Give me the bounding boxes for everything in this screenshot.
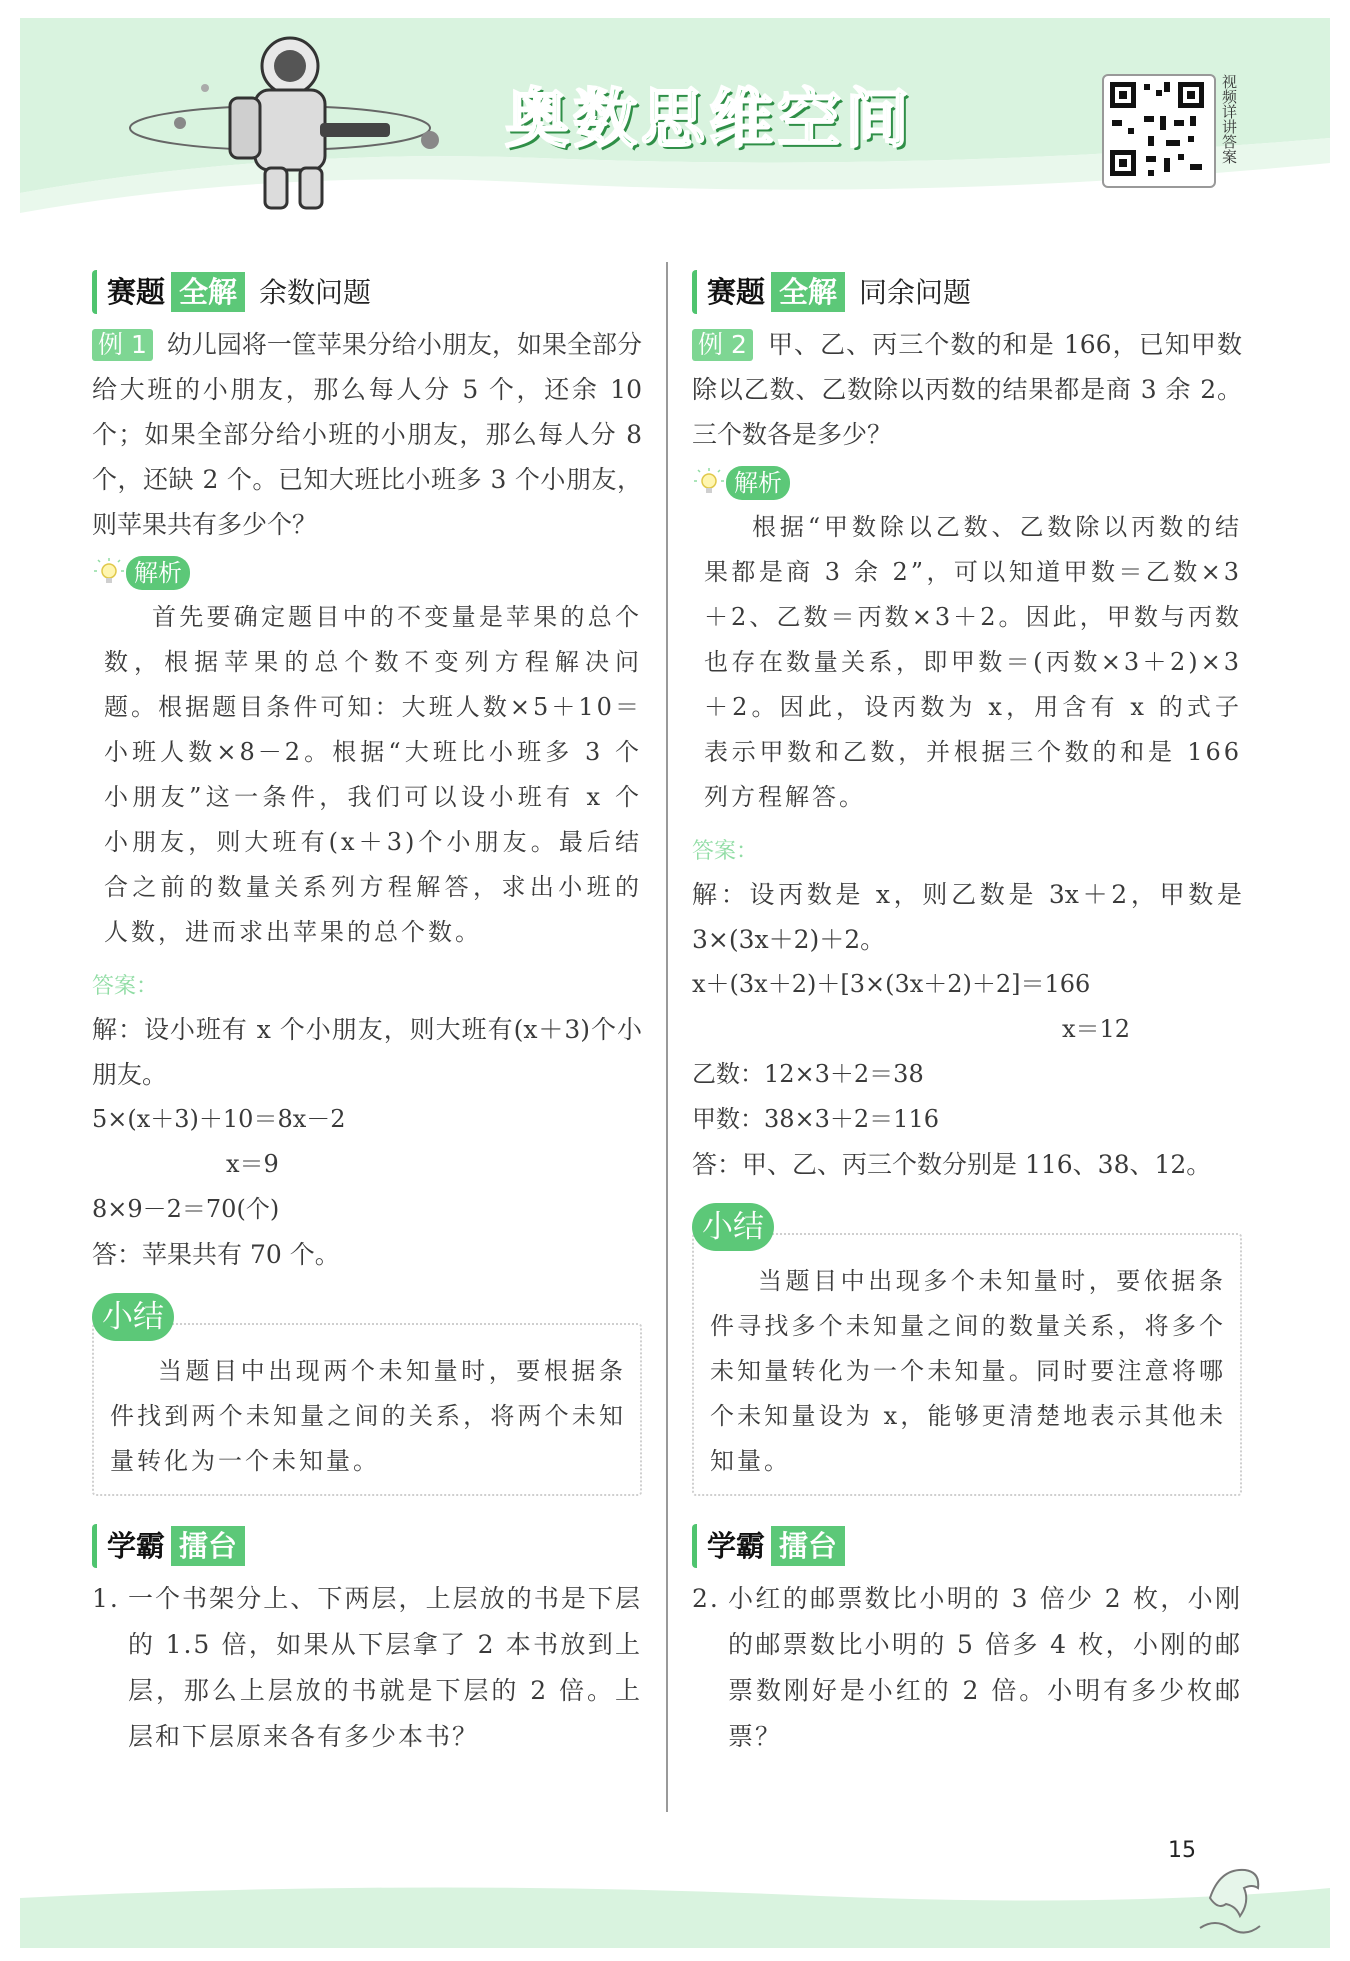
- problem-number: 1.: [92, 1584, 120, 1613]
- example-tag: 例 2: [692, 329, 753, 361]
- example-question: 例 2 甲、乙、丙三个数的和是 166，已知甲数除以乙数、乙数除以丙数的结果都是商 3 余 2。三个数各是多少？: [692, 330, 1242, 449]
- answer-line: 解：设小班有 x 个小朋友，则大班有(x＋3)个小朋友。: [92, 1015, 642, 1089]
- answer-line: 解：设丙数是 x，则乙数是 3x＋2，甲数是 3×(3x＋2)＋2。: [692, 880, 1242, 954]
- answer-line: 答：苹果共有 70 个。: [92, 1240, 340, 1269]
- analysis-header: [92, 551, 642, 595]
- answer-line: 乙数：12×3＋2＝38: [692, 1060, 924, 1088]
- answer-line: 甲数：38×3＋2＝116: [692, 1105, 939, 1133]
- practice-problem: [92, 1576, 642, 1760]
- practice-problem: [692, 1576, 1242, 1760]
- problem-number: 2.: [692, 1584, 720, 1613]
- answer-line: 8×9－2＝70(个): [92, 1195, 280, 1223]
- analysis-text: 首先要确定题目中的不变量是苹果的总个数，根据苹果的总个数不变列方程解决问题。根据题目条件可知：大班人数×5＋10＝小班人数×8－2。根据“大班比小班多 3 个小朋友”这一条件，我们可以设小班有 x 个小朋友，则大班有(x＋3)个小朋友。最后结合之前的数量关系列方程解答，求出小班的人数，进而求出苹果的总个数。: [104, 603, 642, 946]
- example-question: 例 1 幼儿园将一筐苹果分给小朋友，如果全部分给大班的小朋友，那么每人分 5 个，还余 10 个；如果全部分给小班的小朋友，那么每人分 8 个，还缺 2 个。已知大班比小班多 3 个小朋友，则苹果共有多少个？: [92, 330, 642, 539]
- summary-text: 当题目中出现两个未知量时，要根据条件找到两个未知量之间的关系，将两个未知量转化为一个未知量。: [92, 1323, 642, 1496]
- summary-block: [92, 1293, 642, 1496]
- footer-decoration: [20, 1858, 1330, 1948]
- section-header: [92, 268, 642, 316]
- answer-line: x＋(3x＋2)＋[3×(3x＋2)＋2]＝166: [692, 970, 1091, 998]
- answer-line: x＝9: [226, 1150, 279, 1178]
- analysis-text: 根据“甲数除以乙数、乙数除以丙数的结果都是商 3 余 2”，可以知道甲数＝乙数×3＋2、乙数＝丙数×3＋2。因此，甲数与丙数也存在数量关系，即甲数＝(丙数×3＋2)×3＋2。因此，设丙数为 x，用含有 x 的式子表示甲数和乙数，并根据三个数的和是 166 列方程解答。: [704, 513, 1242, 811]
- summary-text: 当题目中出现多个未知量时，要依据条件寻找多个未知量之间的数量关系，将多个未知量转化为一个未知量。同时要注意将哪个未知量设为 x，能够更清楚地表示其他未知量。: [692, 1233, 1242, 1496]
- qr-caption: 视频详讲答案: [1220, 74, 1238, 164]
- answer-label: 答案：: [92, 974, 159, 999]
- right-column: [692, 268, 1242, 1760]
- summary-tag: 小结: [692, 1203, 774, 1251]
- page-number: 15: [1168, 1838, 1196, 1863]
- practice-header: 学霸 擂台: [92, 1522, 642, 1570]
- summary-tag: 小结: [92, 1293, 174, 1341]
- left-column: [92, 268, 642, 1760]
- analysis-header: [692, 461, 1242, 505]
- lightbulb-icon: [692, 466, 726, 500]
- problem-text: 小红的邮票数比小明的 3 倍少 2 枚，小刚的邮票数比小明的 5 倍多 4 枚，小刚的邮票数刚好是小红的 2 倍。小明有多少枚邮票？: [728, 1584, 1242, 1751]
- section-tag: 赛题 全解: [692, 270, 845, 314]
- analysis-tag: 解析: [126, 556, 190, 590]
- problem-text: 一个书架分上、下两层，上层放的书是下层的 1.5 倍，如果从下层拿了 2 本书放到上层，那么上层放的书就是下层的 2 倍。上层和下层原来各有多少本书？: [128, 1584, 642, 1751]
- qr-code[interactable]: [1102, 74, 1216, 188]
- answer-line: x＝12: [1062, 1015, 1131, 1043]
- column-divider: [666, 262, 668, 1812]
- section-title: 余数问题: [259, 275, 372, 309]
- section-title: 同余问题: [859, 275, 972, 309]
- answer-line: 5×(x＋3)＋10＝8x－2: [92, 1105, 346, 1133]
- answer-line: 答：甲、乙、丙三个数分别是 116、38、12。: [692, 1150, 1212, 1179]
- answer-label: 答案：: [692, 839, 759, 864]
- analysis-tag: 解析: [726, 466, 790, 500]
- example-tag: 例 1: [92, 329, 153, 361]
- practice-header: 学霸 擂台: [692, 1522, 1242, 1570]
- page-title: 奥数思维空间: [505, 83, 913, 157]
- section-tag: 赛题 全解: [92, 270, 245, 314]
- summary-block: [692, 1203, 1242, 1496]
- section-header: [692, 268, 1242, 316]
- lightbulb-icon: [92, 556, 126, 590]
